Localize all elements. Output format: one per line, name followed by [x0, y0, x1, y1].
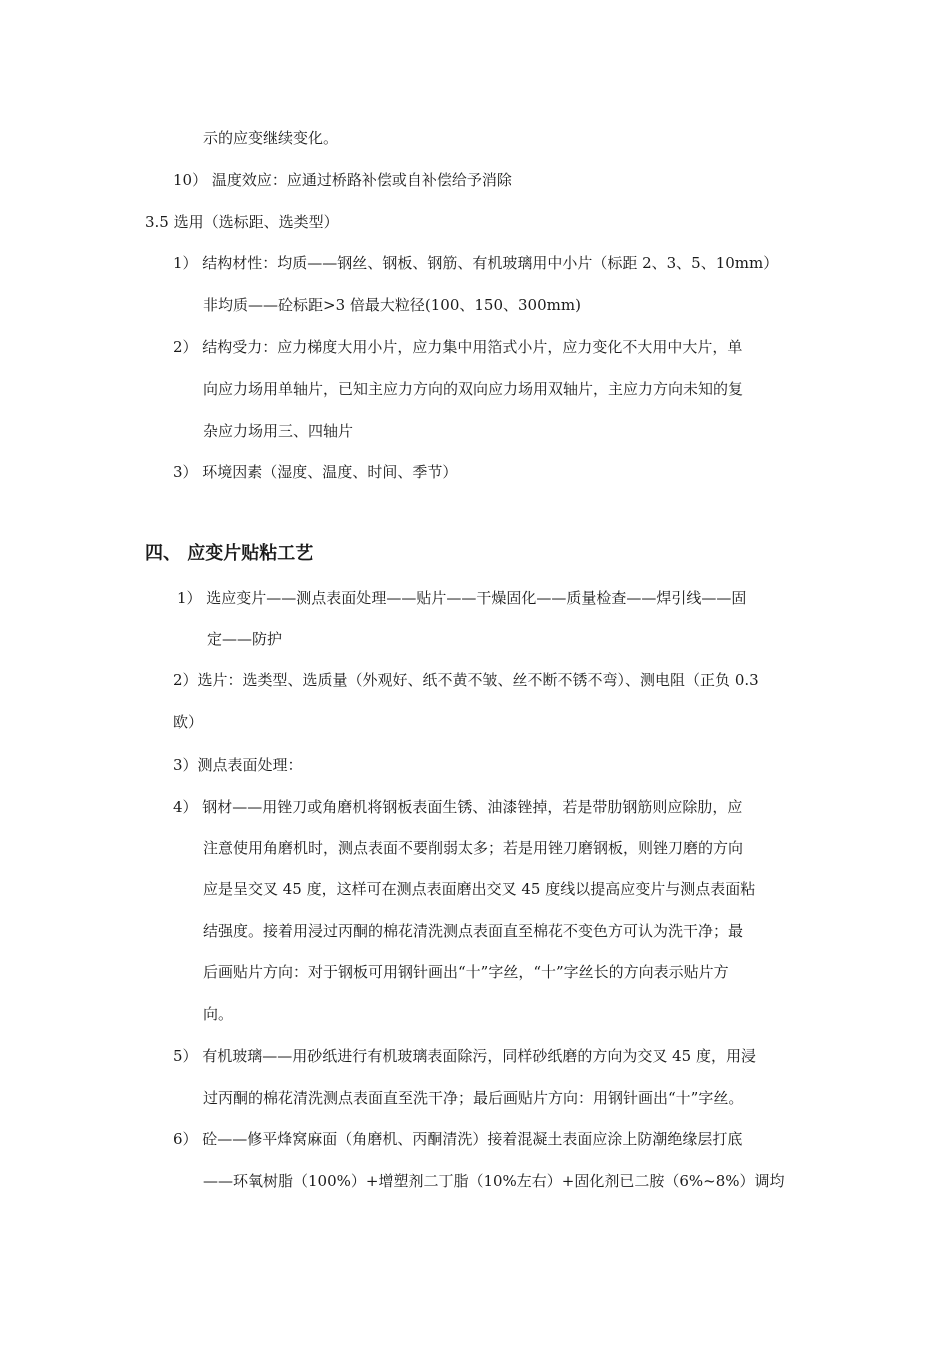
text-line: 定——防护: [207, 630, 283, 648]
text-line: 4） 钢材——用锉刀或角磨机将钢板表面生锈、油漆锉掉，若是带肋钢筋则应除肋，应: [173, 798, 743, 816]
text-line: 后画贴片方向：对于钢板可用钢针画出“十”字丝，“十”字丝长的方向表示贴片方: [203, 963, 729, 981]
text-line: 结强度。接着用浸过丙酮的棉花清洗测点表面直至棉花不变色方可认为洗干净；最: [203, 922, 744, 940]
text-line: 6） 砼——修平烽窝麻面（角磨机、丙酮清洗）接着混凝土表面应涂上防潮绝缘层打底: [173, 1130, 743, 1148]
text-line: 应是呈交叉 45 度，这样可在测点表面磨出交叉 45 度线以提高应变片与测点表面粘: [203, 880, 756, 898]
text-line: 10） 温度效应：应通过桥路补偿或自补偿给予消除: [173, 171, 512, 189]
text-line: 欧）: [173, 713, 204, 731]
text-line: 非均质——砼标距>3 倍最大粒径(100、150、300mm): [203, 296, 581, 314]
section-subheading: 3.5 选用（选标距、选类型）: [145, 213, 339, 231]
text-line: 1） 选应变片——测点表面处理——贴片——干燥固化——质量检查——焊引线——固: [177, 589, 747, 607]
text-line: 5） 有机玻璃——用砂纸进行有机玻璃表面除污，同样砂纸磨的方向为交叉 45 度，用浸: [173, 1047, 756, 1065]
text-line: 2）选片：选类型、选质量（外观好、纸不黄不皱、丝不断不锈不弯）、测电阻（正负 0.3: [173, 671, 759, 689]
text-line: 3） 环境因素（湿度、温度、时间、季节）: [173, 463, 458, 481]
text-line: 2） 结构受力：应力梯度大用小片，应力集中用箔式小片，应力变化不大用中大片，单: [173, 338, 743, 356]
text-line: ——环氧树脂（100%）+增塑剂二丁脂（10%左右）+固化剂已二胺（6%~8%）调均: [203, 1172, 785, 1190]
text-line: 杂应力场用三、四轴片: [203, 422, 354, 440]
text-line: 1） 结构材性：均质——钢丝、钢板、钢筋、有机玻璃用中小片（标距 2、3、5、10mm）: [173, 254, 779, 272]
text-line: 示的应变继续变化。: [203, 129, 339, 147]
text-line: 过丙酮的棉花清洗测点表面直至洗干净；最后画贴片方向：用钢针画出“十”字丝。: [203, 1089, 744, 1107]
text-line: 注意使用角磨机时，测点表面不要削弱太多；若是用锉刀磨钢板，则锉刀磨的方向: [203, 839, 744, 857]
text-line: 向应力场用单轴片，已知主应力方向的双向应力场用双轴片，主应力方向未知的复: [203, 380, 744, 398]
text-line: 3）测点表面处理：: [173, 756, 303, 774]
text-line: 向。: [203, 1005, 234, 1023]
section-heading: 四、 应变片贴粘工艺: [145, 543, 314, 564]
